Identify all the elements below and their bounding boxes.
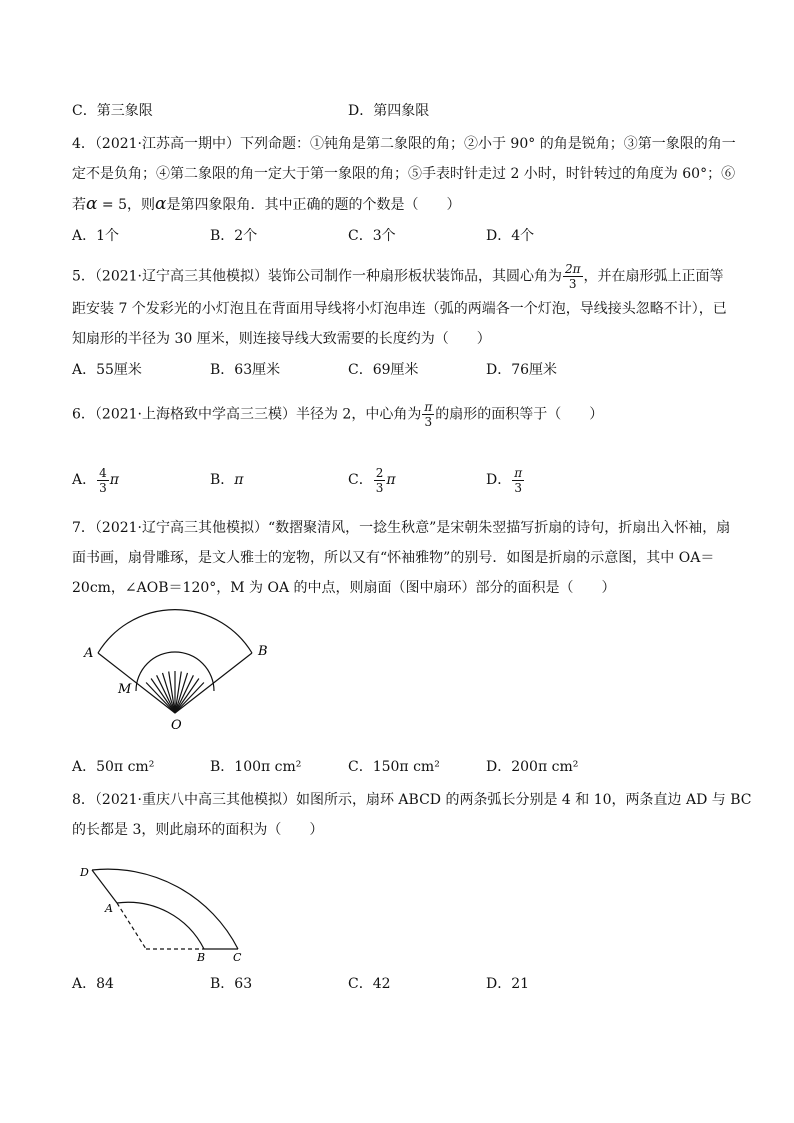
label-c: C xyxy=(233,951,242,964)
q6-options xyxy=(72,463,732,497)
q7-option-b: B．100π cm² xyxy=(210,759,302,775)
q4-eq: = 5 xyxy=(97,197,128,213)
q6-option-a: A． $\frac{4}{3}$ π xyxy=(72,465,119,495)
q6-text-line1 xyxy=(72,400,603,429)
q4-option-b: B．2个 xyxy=(210,228,258,244)
label-m: M xyxy=(118,682,132,697)
q7-options xyxy=(72,756,732,778)
q3-option-d: D．第四象限 xyxy=(348,103,430,119)
q7-text-line2: 面书画，扇骨雕琢，是文人雅士的宠物，所以又有“怀袖雅物”的别号．如图是折扇的示意图，其中 OA＝ xyxy=(72,550,715,566)
q4-option-a: A．1个 xyxy=(72,228,120,244)
q5-option-d: D．76厘米 xyxy=(486,362,558,378)
q4-text-line3 xyxy=(72,194,461,215)
folding-fan-figure xyxy=(80,625,280,735)
q6-angle-fraction: $\frac{\pi}{3}$ xyxy=(424,400,433,429)
label-d: D xyxy=(80,866,89,879)
q7-option-c: C．150π cm² xyxy=(348,759,440,775)
q6-line1-pre: 6．（2021·上海格致中学高三三模）半径为 2，中心角为 xyxy=(72,406,422,423)
alpha-symbol: α xyxy=(155,194,167,214)
q6-line1-post: 的扇形的面积等于（ ） xyxy=(435,406,604,423)
q4-text-line1: 4．（2021·江苏高一期中）下列命题：①钝角是第二象限的角；②小于 90° 的角是锐角；③第一象限的角一 xyxy=(72,136,736,152)
q5-text-line1 xyxy=(72,262,724,291)
outer-arc-dc xyxy=(92,869,238,949)
fan-rib xyxy=(175,679,199,714)
q5-line1-post: ，并在扇形弧上正面等 xyxy=(583,268,724,285)
dashed-extension-a xyxy=(117,903,146,949)
q7-option-d: D．200π cm² xyxy=(486,759,579,775)
q8-text-line2: 的长都是 3，则此扇环的面积为（ ） xyxy=(72,822,324,838)
q4-text-line2: 定不是负角；④第二象限的角一定大于第一象限的角；⑤手表时针走过 2 小时，时针转过的角度为 60°；⑥ xyxy=(72,166,736,182)
q5-text-line3: 知扇形的半径为 30 厘米，则连接导线大致需要的长度约为（ ） xyxy=(72,331,491,347)
q8-option-a: A．84 xyxy=(72,976,114,992)
q8-option-c: C．42 xyxy=(348,976,391,992)
label-a: A xyxy=(84,646,94,661)
fan-edge-oa xyxy=(98,653,175,713)
q8-options xyxy=(72,973,732,995)
q5-text-line2: 距安装 7 个发彩光的小灯泡且在背面用导线将小灯泡串连（弧的两端各一个灯泡，导线接头忽略不计），已 xyxy=(72,301,727,317)
label-b: B xyxy=(258,644,268,659)
fan-outer-arc xyxy=(98,610,252,653)
q8-option-d: D．21 xyxy=(486,976,530,992)
sector-ring-figure xyxy=(72,860,252,965)
label-o: O xyxy=(171,718,182,733)
inner-arc-ab xyxy=(117,902,204,949)
q6-option-d: D． $\frac{\pi}{3}$ xyxy=(486,465,523,495)
q6-option-c: C． $\frac{2}{3}$ π xyxy=(348,465,396,495)
edge-ad xyxy=(92,870,117,903)
fan-rib xyxy=(151,679,175,714)
label-b: B xyxy=(197,951,206,964)
q5-options xyxy=(72,359,732,381)
q4-line3-post: 是第四象限角．其中正确的题的个数是（ ） xyxy=(166,197,461,213)
label-a: A xyxy=(105,902,113,915)
alpha-symbol: α xyxy=(86,194,98,214)
q5-line1-pre: 5．（2021·辽宁高三其他模拟）装饰公司制作一种扇形板状装饰品，其圆心角为 xyxy=(72,268,562,285)
q5-option-a: A．55厘米 xyxy=(72,362,142,378)
q7-text-line3: 20cm，∠AOB＝120°，M 为 OA 的中点，则扇面（图中扇环）部分的面积是（ ） xyxy=(72,580,616,596)
fan-ribs xyxy=(146,671,204,713)
q6-option-b: B．π xyxy=(210,472,244,488)
q4-option-d: D．4个 xyxy=(486,228,535,244)
q7-text-line1: 7．（2021·辽宁高三其他模拟）“数摺聚清风，一捻生秋意”是宋朝朱翌描写折扇的诗句，折扇出入怀袖，扇 xyxy=(72,520,731,536)
q5-option-b: B．63厘米 xyxy=(210,362,281,378)
q5-angle-fraction: $\frac{2\pi}{3}$ xyxy=(564,262,581,291)
q7-option-a: A．50π cm² xyxy=(72,759,155,775)
q4-options xyxy=(72,225,732,247)
q8-text-line1: 8．（2021·重庆八中高三其他模拟）如图所示，扇环 ABCD 的两条弧长分别是 4 和 10，两条直边 AD 与 BC xyxy=(72,792,752,808)
q4-line3-mid: ，则 xyxy=(127,197,156,213)
q8-option-b: B．63 xyxy=(210,976,253,992)
q3-option-c: C．第三象限 xyxy=(72,103,153,119)
fan-edge-ob xyxy=(175,653,252,713)
q4-option-c: C．3个 xyxy=(348,228,396,244)
q5-option-c: C．69厘米 xyxy=(348,362,419,378)
q3-options xyxy=(72,100,732,122)
q4-line3-pre: 若 xyxy=(72,197,86,213)
